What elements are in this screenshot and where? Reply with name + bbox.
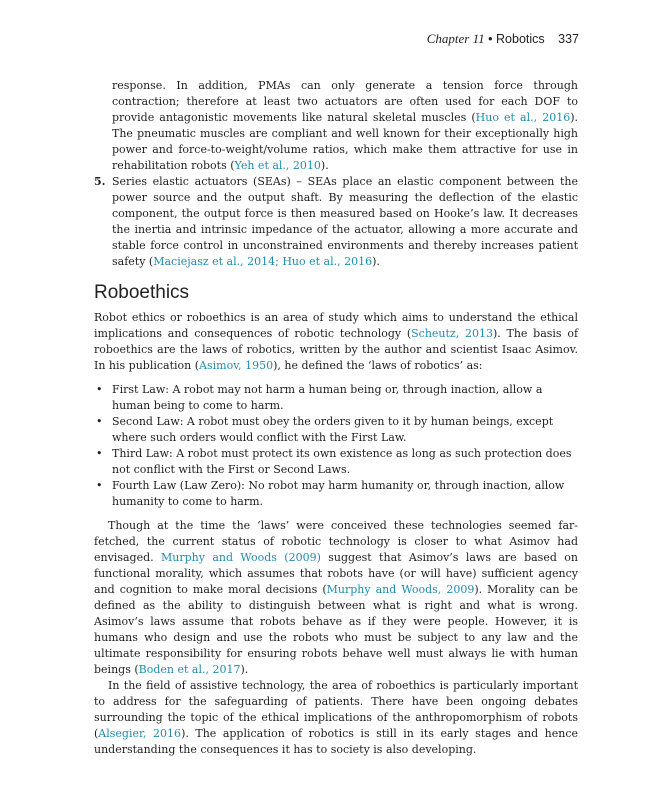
text-run: In the field of assistive technology, the area of roboethics is particularly important to address for the safeguarding of patients. There have been ongoing debates surrounding the topic of the ethical implications of the anthropomorphism of robots (: [94, 679, 578, 740]
text-run: ). The pneumatic muscles are compliant and well known for their exceptionally high power and force-to-weight/volume ratios, which make them attractive for use in rehabilitation robots (: [112, 111, 578, 172]
chapter-label: Chapter 11: [426, 31, 485, 46]
body-paragraph: [94, 518, 578, 678]
item-number: 5.: [94, 175, 106, 188]
bullet: •: [96, 415, 103, 428]
laws-list: [94, 382, 578, 510]
law-text: Third Law: A robot must protect its own existence as long as such protection does not conflict with the First or Second Laws.: [112, 447, 572, 476]
citation-link[interactable]: Murphy and Woods (2009): [161, 551, 321, 564]
citation-link[interactable]: Boden et al., 2017: [138, 663, 241, 676]
bullet: •: [96, 447, 103, 460]
law-text: Fourth Law (Law Zero): No robot may harm humanity or, through inaction, allow humanity to come to harm.: [112, 479, 565, 508]
list-item: [94, 414, 578, 446]
citation-link[interactable]: Alsegier, 2016: [98, 727, 182, 740]
text-run: ). The application of robotics is still in its early stages and hence understanding the consequences it has to society is also developing.: [94, 727, 578, 756]
citation-link[interactable]: Scheutz, 2013: [411, 327, 493, 340]
list-item: [94, 446, 578, 478]
text-run: response. In addition, PMAs can only generate a tension force through contraction; therefore at least two actuators are often used for each DOF to provide antagonistic movements like natural skeletal muscles (: [112, 79, 578, 124]
text-run: ), he defined the ‘laws of robotics’ as:: [273, 359, 483, 372]
bullet: •: [96, 479, 103, 492]
text-run: ).: [240, 663, 249, 676]
section-heading: Roboethics: [94, 282, 190, 303]
text-run: ).: [372, 255, 380, 268]
text-run: ). Morality can be defined as the ability to distinguish between what is right and what is wrong. Asimov’s laws assume that robots behave as if they were people. However, it is humans who design and use the robots who must be subject to any law and the ultimate responsibility for ensuring robots behave well must always lie with human beings (: [94, 583, 578, 676]
page-body: [94, 78, 578, 758]
intro-paragraph: [94, 310, 578, 374]
text-run: Though at the time the ‘laws’ were conceived these technologies seemed far-fetched, the current status of robotic technology is closer to what Asimov had envisaged.: [94, 519, 578, 564]
section-label: Robotics: [496, 32, 545, 46]
numbered-list-item: [94, 174, 578, 270]
page-number: 337: [558, 32, 579, 46]
continued-list-item: [112, 78, 578, 174]
law-text: First Law: A robot may not harm a human being or, through inaction, allow a human being to come to harm.: [112, 383, 543, 412]
bullet: •: [96, 383, 103, 396]
citation-link[interactable]: Huo et al., 2016: [475, 111, 571, 124]
citation-link[interactable]: Yeh et al., 2010: [234, 159, 321, 172]
citation-link[interactable]: Murphy and Woods, 2009: [326, 583, 475, 596]
citation-link[interactable]: Asimov, 1950: [199, 359, 274, 372]
text-run: Robot ethics or roboethics is an area of study which aims to understand the ethical implications and consequences of robotic technology (: [94, 311, 578, 340]
header-separator: •: [488, 32, 493, 46]
list-item: [94, 382, 578, 414]
law-text: Second Law: A robot must obey the orders given to it by human beings, except where such orders would conflict with the First Law.: [112, 415, 554, 444]
text-run: suggest that Asimov’s laws are based on functional morality, which assumes that robots have (or will have) sufficient agency and cognition to make moral decisions (: [94, 551, 578, 596]
running-head: [427, 31, 579, 47]
text-run: ). The basis of roboethics are the laws of robotics, written by the author and scientist Isaac Asimov. In his publication (: [94, 327, 579, 372]
list-item: [94, 478, 578, 510]
body-paragraph: [94, 678, 578, 758]
citation-link[interactable]: Maciejasz et al., 2014; Huo et al., 2016: [153, 255, 373, 268]
text-run: ).: [320, 159, 329, 172]
text-run: Series elastic actuators (SEAs) – SEAs place an elastic component between the power source and the output shaft. By measuring the deflection of the elastic component, the output force is then measured based on Hooke’s law. It decreases the inertia and intrinsic impedance of the actuator, allowing a more accurate and stable force control in unconstrained environments and thereby increases patient safety (: [112, 175, 578, 268]
